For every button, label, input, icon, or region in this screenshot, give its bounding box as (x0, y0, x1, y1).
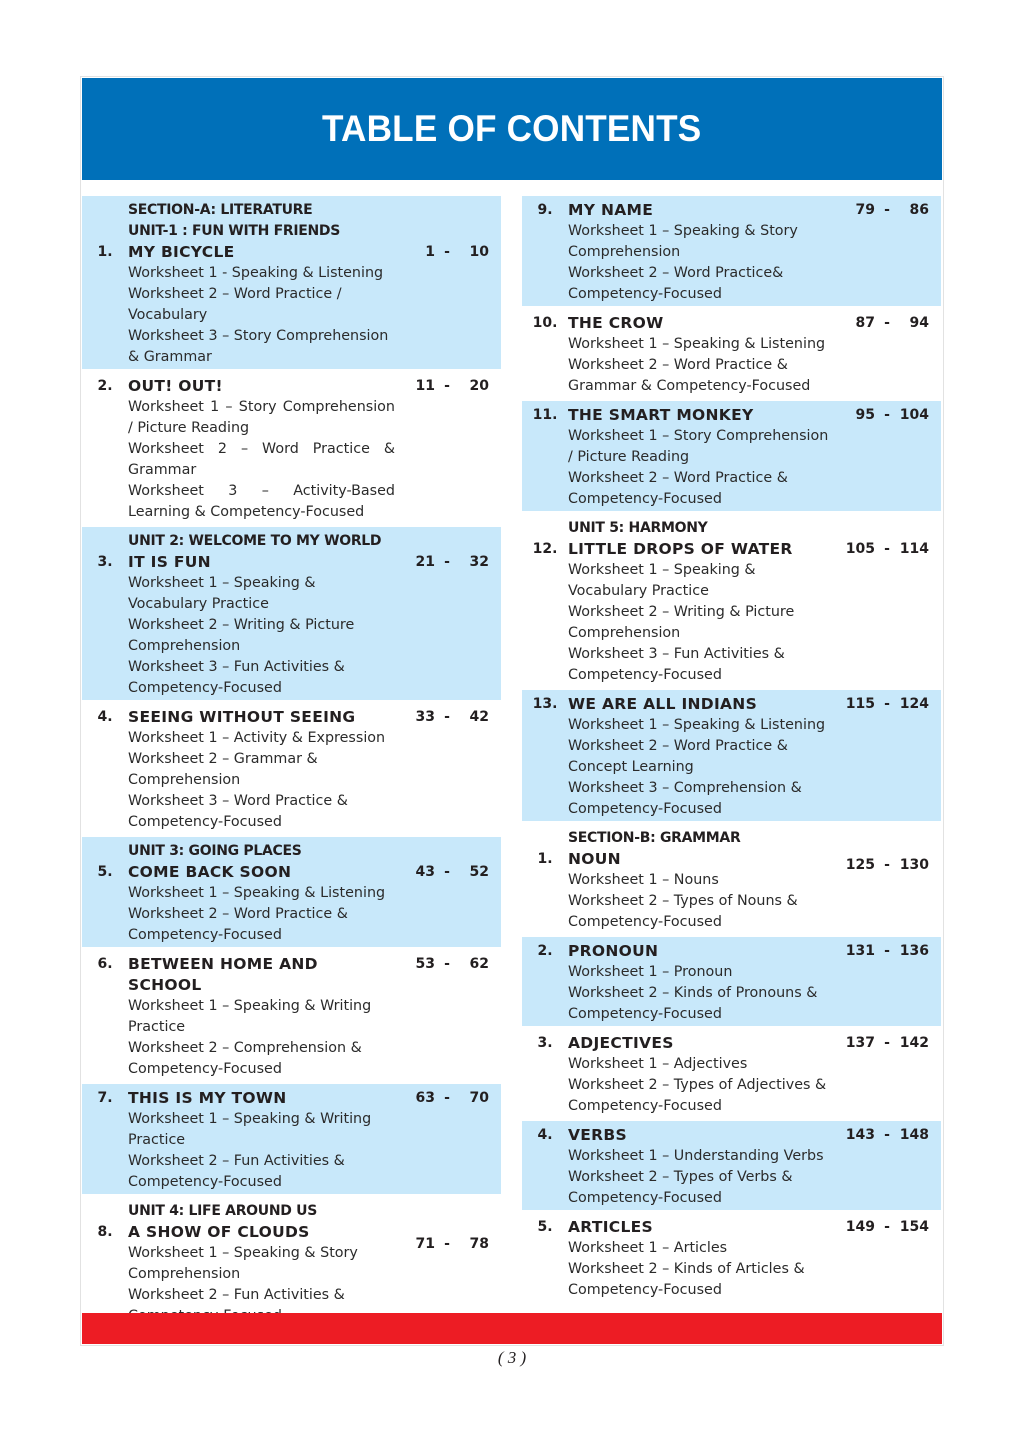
toc-entry[interactable] (522, 690, 941, 821)
page-start: 87 (855, 315, 875, 331)
page-end: 86 (909, 202, 929, 218)
toc-entry[interactable] (82, 1197, 501, 1328)
page-range (841, 313, 941, 397)
range-dash: - (884, 1127, 890, 1143)
entry-number: 5. (97, 864, 113, 880)
range-dash: - (444, 956, 450, 972)
range-dash: - (884, 541, 890, 557)
worksheet-line: Worksheet 2 – Grammar & Comprehension (128, 751, 318, 788)
page-number: ( 3 ) (497, 1348, 527, 1367)
entry-body (568, 313, 841, 397)
range-dash: - (884, 857, 890, 873)
page-range (841, 1217, 941, 1301)
entry-body (568, 941, 841, 1025)
page-end: 154 (899, 1219, 929, 1235)
page-start: 125 (845, 857, 875, 873)
section-heading: SECTION-A: LITERATURE (128, 202, 313, 218)
unit-heading: UNIT 4: LIFE AROUND US (128, 1203, 318, 1219)
entry-body (568, 200, 841, 305)
worksheet-line: Worksheet 1 – Activity & Expression (128, 730, 386, 746)
page-end: 142 (899, 1035, 929, 1051)
worksheet-line: Worksheet 1 – Speaking & Listening (568, 336, 826, 352)
range-dash: - (444, 244, 450, 260)
worksheet-line: Worksheet 3 – Fun Activities & Competency-Focused (568, 646, 785, 683)
toc-entry[interactable] (522, 824, 941, 934)
worksheet-line: Worksheet 1 – Speaking & Vocabulary Practice (128, 575, 316, 612)
range-dash: - (444, 1236, 450, 1252)
entry-number: 12. (532, 541, 558, 557)
toc-left-column (82, 196, 501, 1328)
page-range (401, 841, 501, 946)
worksheet-line: Worksheet 2 – Word Practice & Grammar & Competency-Focused (568, 357, 811, 394)
entry-number: 13. (532, 696, 558, 712)
entry-number: 4. (537, 1127, 553, 1143)
worksheet-line: Worksheet 2 – Writing & Picture Comprehension (568, 604, 795, 641)
page-range (841, 941, 941, 1025)
page-range (401, 707, 501, 833)
page-start: 95 (855, 407, 875, 423)
entry-body (128, 376, 401, 523)
worksheet-line: Worksheet 3 – Word Practice & Competency-Focused (128, 793, 348, 830)
page-start: 105 (845, 541, 875, 557)
page-end: 130 (899, 857, 929, 873)
page-range (401, 1088, 501, 1193)
footer-red-bar (82, 1313, 942, 1344)
chapter-title[interactable]: NOUN (568, 850, 621, 868)
worksheet-line: Worksheet 1 – Speaking & Listening (128, 885, 386, 901)
page-start: 53 (415, 956, 435, 972)
worksheet-line: Worksheet 1 – Nouns (568, 872, 719, 888)
toc-right-column (522, 196, 941, 1302)
worksheet-line: Worksheet 1 – Articles (568, 1240, 728, 1256)
page-start: 21 (415, 554, 435, 570)
toc-entry[interactable] (522, 1029, 941, 1118)
page-end: 114 (899, 541, 929, 557)
toc-entry[interactable] (522, 309, 941, 398)
entry-body (568, 828, 841, 933)
page-range (841, 1033, 941, 1117)
entry-number: 10. (532, 315, 558, 331)
worksheet-line: Worksheet 2 – Kinds of Articles & Competency-Focused (568, 1261, 805, 1298)
entry-number: 8. (97, 1224, 113, 1240)
page-range (841, 1125, 941, 1209)
entry-body (128, 200, 401, 368)
range-dash: - (444, 1090, 450, 1106)
entry-body (568, 518, 841, 686)
chapter-title[interactable]: WE ARE ALL INDIANS (568, 695, 758, 713)
worksheet-line: Worksheet 2 – Word Practice & Concept Learning (568, 738, 788, 775)
toc-entry[interactable] (82, 703, 501, 834)
chapter-title[interactable]: MY BICYCLE (128, 243, 235, 261)
chapter-title[interactable]: OUT! OUT! (128, 377, 223, 395)
chapter-title[interactable]: LITTLE DROPS OF WATER (568, 540, 793, 558)
page-start: 137 (845, 1035, 875, 1051)
worksheet-line: Worksheet 3 – Activity-Based Learning & Competency-Focused (128, 483, 395, 520)
toc-entry[interactable] (522, 401, 941, 511)
page-start: 79 (855, 202, 875, 218)
chapter-title[interactable]: IT IS FUN (128, 553, 211, 571)
range-dash: - (884, 696, 890, 712)
page-start: 143 (845, 1127, 875, 1143)
entry-number: 2. (537, 943, 553, 959)
entry-number: 3. (537, 1035, 553, 1051)
worksheet-line: Worksheet 2 – Word Practice / Vocabulary (128, 286, 342, 323)
worksheet-line: Worksheet 2 – Types of Adjectives & Competency-Focused (568, 1077, 827, 1114)
page-start: 149 (845, 1219, 875, 1235)
toc-entry[interactable] (522, 937, 941, 1026)
worksheet-line: Worksheet 1 - Speaking & Listening (128, 265, 384, 281)
toc-entry[interactable] (82, 950, 501, 1081)
entry-number: 4. (97, 709, 113, 725)
range-dash: - (884, 407, 890, 423)
entry-body (568, 1033, 841, 1117)
range-dash: - (884, 943, 890, 959)
worksheet-line: Worksheet 1 – Adjectives (568, 1056, 748, 1072)
page-range (841, 518, 941, 686)
entry-body (568, 1217, 841, 1301)
range-dash: - (884, 202, 890, 218)
chapter-title[interactable]: ADJECTIVES (568, 1034, 674, 1052)
chapter-title[interactable]: COME BACK SOON (128, 863, 292, 881)
range-dash: - (444, 709, 450, 725)
chapter-title[interactable]: THE SMART MONKEY (568, 406, 754, 424)
entry-number: 1. (97, 244, 113, 260)
entry-body (568, 1125, 841, 1209)
page-end: 104 (899, 407, 929, 423)
page-start: 1 (425, 244, 435, 260)
entry-number: 1. (537, 851, 553, 867)
entry-body (128, 1088, 401, 1193)
entry-number: 3. (97, 554, 113, 570)
range-dash: - (444, 864, 450, 880)
page-end: 62 (469, 956, 489, 972)
page-end: 52 (469, 864, 489, 880)
entry-number: 7. (97, 1090, 113, 1106)
worksheet-line: Worksheet 3 – Comprehension & Competency-Focused (568, 780, 802, 817)
entry-body (128, 1201, 401, 1327)
page-end: 42 (469, 709, 489, 725)
chapter-title[interactable]: PRONOUN (568, 942, 659, 960)
worksheet-line: Worksheet 1 – Story Comprehension / Picture Reading (568, 428, 829, 465)
page-start: 71 (415, 1236, 435, 1252)
page-start: 115 (845, 696, 875, 712)
page-start: 33 (415, 709, 435, 725)
page-range (841, 694, 941, 820)
toc-entry[interactable] (82, 837, 501, 947)
toc-entry[interactable] (522, 1121, 941, 1210)
chapter-title[interactable]: VERBS (568, 1126, 627, 1144)
toc-entry[interactable] (82, 372, 501, 524)
worksheet-line: Worksheet 2 – Word Practice & Competency-Focused (128, 906, 348, 943)
worksheet-line: Worksheet 1 – Understanding Verbs (568, 1148, 824, 1164)
page-start: 131 (845, 943, 875, 959)
unit-heading: UNIT 3: GOING PLACES (128, 843, 302, 859)
worksheet-line: Worksheet 2 – Types of Verbs & Competency-Focused (568, 1169, 793, 1206)
range-dash: - (884, 1035, 890, 1051)
worksheet-line: Worksheet 2 – Types of Nouns & Competency-Focused (568, 893, 798, 930)
worksheet-line: Worksheet 1 – Speaking & Listening (568, 717, 826, 733)
page-range (401, 531, 501, 699)
entry-body (128, 707, 401, 833)
page-range (841, 405, 941, 510)
toc-entry[interactable] (82, 1084, 501, 1194)
worksheet-line: Worksheet 1 – Speaking & Story Comprehension (128, 1245, 358, 1282)
toc-entry[interactable] (522, 196, 941, 306)
worksheet-line: Worksheet 2 – Word Practice & Grammar (128, 441, 395, 478)
worksheet-line: Worksheet 2 – Word Practice& Competency-Focused (568, 265, 784, 302)
toc-entry[interactable] (522, 1213, 941, 1302)
page-end: 32 (469, 554, 489, 570)
worksheet-line: Worksheet 2 – Writing & Picture Comprehension (128, 617, 355, 654)
page-range (401, 1201, 501, 1327)
range-dash: - (444, 554, 450, 570)
page-start: 63 (415, 1090, 435, 1106)
worksheet-line: Worksheet 3 – Story Comprehension & Grammar (128, 328, 389, 365)
worksheet-line: Worksheet 1 – Speaking & Writing Practice (128, 1111, 372, 1148)
entry-number: 5. (537, 1219, 553, 1235)
unit-heading: UNIT 5: HARMONY (568, 520, 708, 536)
chapter-title[interactable]: MY NAME (568, 201, 654, 219)
page-end: 124 (899, 696, 929, 712)
range-dash: - (444, 378, 450, 394)
page-start: 43 (415, 864, 435, 880)
worksheet-line: Worksheet 1 – Speaking & Story Comprehension (568, 223, 798, 260)
unit-heading: UNIT 2: WELCOME TO MY WORLD (128, 533, 382, 549)
toc-entry[interactable] (522, 514, 941, 687)
entry-number: 11. (532, 407, 558, 423)
entry-body (128, 841, 401, 946)
chapter-title[interactable]: THE CROW (568, 314, 664, 332)
unit-heading: UNIT-1 : FUN WITH FRIENDS (128, 223, 341, 239)
page-end: 20 (469, 378, 489, 394)
entry-number: 9. (537, 202, 553, 218)
entry-body (568, 694, 841, 820)
page-end: 78 (469, 1236, 489, 1252)
page-end: 148 (899, 1127, 929, 1143)
toc-header-banner (82, 78, 942, 180)
worksheet-line: Worksheet 3 – Fun Activities & Competency-Focused (128, 659, 345, 696)
page-end: 94 (909, 315, 929, 331)
toc-entry[interactable] (82, 527, 501, 700)
page-range (841, 200, 941, 305)
worksheet-line: Worksheet 2 – Kinds of Pronouns & Competency-Focused (568, 985, 818, 1022)
worksheet-line: Worksheet 1 – Pronoun (568, 964, 733, 980)
entry-body (568, 405, 841, 510)
entry-number: 6. (97, 956, 113, 972)
range-dash: - (884, 1219, 890, 1235)
toc-entry[interactable] (82, 196, 501, 369)
entry-number: 2. (97, 378, 113, 394)
chapter-title[interactable]: BETWEEN HOME AND SCHOOL (128, 955, 318, 994)
chapter-title[interactable]: THIS IS MY TOWN (128, 1089, 287, 1107)
page-start: 11 (415, 378, 435, 394)
entry-body (128, 531, 401, 699)
page-title: TABLE OF CONTENTS (322, 108, 702, 149)
worksheet-line: Worksheet 1 – Speaking & Vocabulary Practice (568, 562, 756, 599)
entry-body (128, 954, 401, 1080)
range-dash: - (884, 315, 890, 331)
page-range (401, 376, 501, 523)
worksheet-line: Worksheet 2 – Fun Activities & Competency-Focused (128, 1153, 345, 1190)
section-heading: SECTION-B: GRAMMAR (568, 830, 741, 846)
page-end: 136 (899, 943, 929, 959)
page-end: 70 (469, 1090, 489, 1106)
chapter-title[interactable]: SEEING WITHOUT SEEING (128, 708, 356, 726)
page-range (401, 954, 501, 1080)
worksheet-line: Worksheet 1 – Story Comprehension / Picture Reading (128, 399, 395, 436)
worksheet-line: Worksheet 2 – Fun Activities & (128, 1287, 345, 1303)
page-range (841, 828, 941, 933)
page-range (401, 200, 501, 368)
worksheet-line: Worksheet 2 – Word Practice & Competency-Focused (568, 470, 788, 507)
page-end: 10 (469, 244, 489, 260)
worksheet-line: Worksheet 2 – Comprehension & Competency-Focused (128, 1040, 362, 1077)
chapter-title[interactable]: ARTICLES (568, 1218, 653, 1236)
chapter-title[interactable]: A SHOW OF CLOUDS (128, 1223, 310, 1241)
worksheet-line: Worksheet 1 – Speaking & Writing Practice (128, 998, 372, 1035)
